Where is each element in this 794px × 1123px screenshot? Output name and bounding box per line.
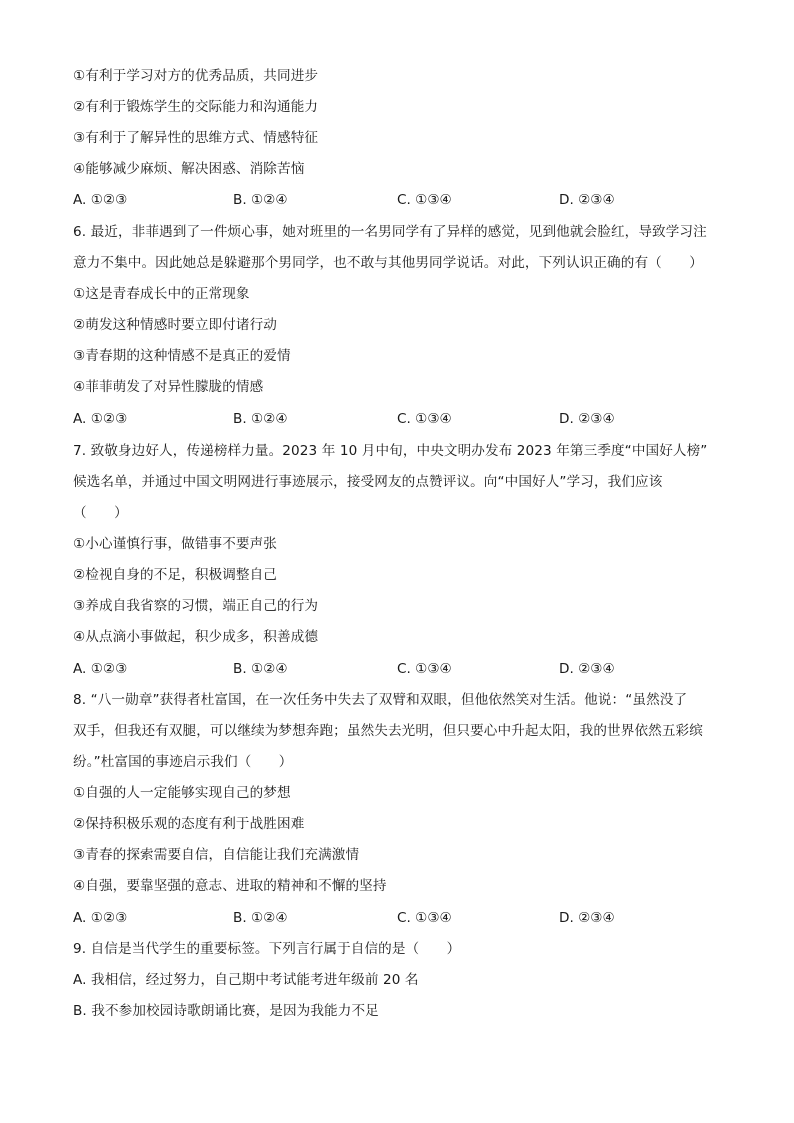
q6-option-c: C. ①③④: [397, 411, 452, 427]
q8-option-d: D. ②③④: [559, 910, 615, 926]
q9-choice-a: A. 我相信，经过努力，自己期中考试能考进年级前 20 名: [73, 972, 419, 988]
q5-statement-2: ②有利于锻炼学生的交际能力和沟通能力: [73, 99, 319, 115]
q8-stem-line-2: 双手，但我还有双腿，可以继续为梦想奔跑；虽然失去光明，但只要心中升起太阳，我的世界依然五彩缤: [73, 723, 703, 739]
q8-statement-2: ②保持积极乐观的态度有利于战胜困难: [73, 816, 305, 832]
q7-statement-3: ③养成自我省察的习惯，端正自己的行为: [73, 598, 319, 614]
q7-stem-line-3: （ ）: [73, 505, 128, 521]
q7-statement-1: ①小心谨慎行事，做错事不要声张: [73, 536, 277, 552]
q5-option-b: B. ①②④: [233, 192, 288, 208]
q7-option-a: A. ①②③: [73, 661, 128, 677]
q6-stem-line-2: 意力不集中。因此她总是躲避那个男同学，也不敢与其他男同学说话。对此，下列认识正确的有（ ）: [73, 255, 703, 271]
q8-stem-line-3: 纷。”杜富国的事迹启示我们（ ）: [73, 754, 293, 770]
q8-statement-1: ①自强的人一定能够实现自己的梦想: [73, 785, 291, 801]
q8-option-a: A. ①②③: [73, 910, 128, 926]
q5-option-c: C. ①③④: [397, 192, 452, 208]
q7-stem-line-1: 7. 致敬身边好人，传递榜样力量。2023 年 10 月中旬，中央文明办发布 2023 年第三季度“中国好人榜”: [73, 443, 708, 459]
q8-option-c: C. ①③④: [397, 910, 452, 926]
q6-statement-2: ②萌发这种情感时要立即付诸行动: [73, 317, 277, 333]
q8-options: [73, 908, 633, 928]
q6-options: [73, 409, 633, 429]
q7-stem-line-2: 候选名单，并通过中国文明网进行事迹展示，接受网友的点赞评议。向“中国好人”学习，我们应该: [73, 474, 663, 490]
q8-statement-3: ③青春的探索需要自信，自信能让我们充满激情: [73, 847, 360, 863]
q6-option-b: B. ①②④: [233, 411, 288, 427]
q7-statement-2: ②检视自身的不足，积极调整自己: [73, 567, 277, 583]
q5-option-a: A. ①②③: [73, 192, 128, 208]
q6-option-a: A. ①②③: [73, 411, 128, 427]
q8-option-b: B. ①②④: [233, 910, 288, 926]
q5-statement-3: ③有利于了解异性的思维方式、情感特征: [73, 130, 319, 146]
q7-statement-4: ④从点滴小事做起，积少成多，积善成德: [73, 629, 319, 645]
q6-statement-1: ①这是青春成长中的正常现象: [73, 286, 250, 302]
q9-stem: 9. 自信是当代学生的重要标签。下列言行属于自信的是（ ）: [73, 941, 461, 957]
q5-option-d: D. ②③④: [559, 192, 615, 208]
q9-choice-b: B. 我不参加校园诗歌朗诵比赛，是因为我能力不足: [73, 1003, 379, 1019]
q7-option-d: D. ②③④: [559, 661, 615, 677]
q8-statement-4: ④自强，要靠坚强的意志、进取的精神和不懈的坚持: [73, 878, 387, 894]
q7-option-c: C. ①③④: [397, 661, 452, 677]
q7-options: [73, 659, 633, 679]
q8-stem-line-1: 8. “八一勋章”获得者杜富国，在一次任务中失去了双臂和双眼，但他依然笑对生活。他说：“虽然没了: [73, 692, 688, 708]
q5-statement-1: ①有利于学习对方的优秀品质，共同进步: [73, 68, 319, 84]
q6-stem-line-1: 6. 最近，非菲遇到了一件烦心事，她对班里的一名男同学有了异样的感觉，见到他就会脸红，导致学习注: [73, 224, 707, 240]
q6-option-d: D. ②③④: [559, 411, 615, 427]
q6-statement-4: ④菲菲萌发了对异性朦胧的情感: [73, 379, 264, 395]
q6-statement-3: ③青春期的这种情感不是真正的爱情: [73, 348, 291, 364]
q5-options: [73, 190, 633, 210]
q5-statement-4: ④能够减少麻烦、解决困惑、消除苦恼: [73, 161, 305, 177]
q7-option-b: B. ①②④: [233, 661, 288, 677]
